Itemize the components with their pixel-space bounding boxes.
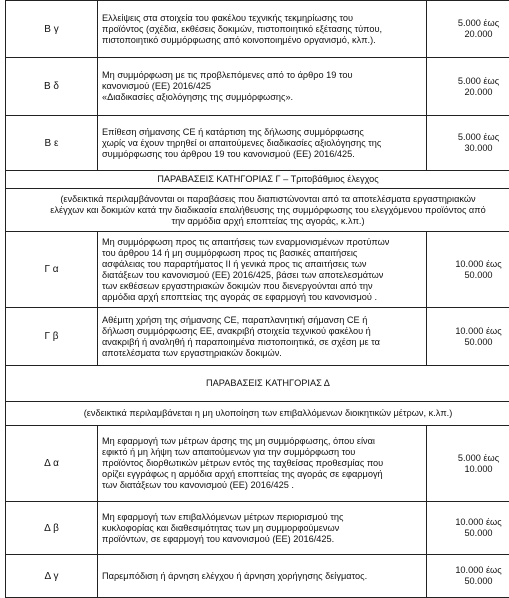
category-note-line: (ενδεικτικά περιλαμβάνονται οι παραβάσεις που διαπιστώνονται από τα αποτελέσματα εργαστηριακών — [10, 194, 509, 205]
description-line: προϊόντων, σε εφαρμογή του κανονισμού (ΕΕ) 2016/425. — [102, 534, 422, 545]
description-line: ορίζει εγγράφως η αρμόδια αρχή εποπτείας της αγοράς σε εφαρμογή — [102, 469, 422, 480]
violation-code: Β δ — [6, 58, 98, 116]
violation-description — [98, 308, 427, 366]
fine-from: 10.000 έως — [431, 517, 509, 528]
description-line: Ελλείψεις στα στοιχεία του φακέλου τεχνικής τεκμηρίωσης του — [102, 13, 422, 24]
description-line: πιστοποιητικό συμμόρφωσης από κοινοποιημένο οργανισμό, κλπ.). — [102, 35, 422, 46]
description-line: Μη εφαρμογή των επιβαλλόμενων μέτρων περιορισμού της — [102, 512, 422, 523]
violation-row — [6, 116, 509, 171]
fine-range — [427, 232, 509, 308]
violation-description — [98, 502, 427, 555]
description-line: Μη εφαρμογή των μέτρων άρσης της μη συμμόρφωσης, όπου είναι — [102, 436, 422, 447]
category-d-title-row — [6, 366, 509, 402]
description-line: αρμόδια αρχή εποπτείας της αγοράς σε εφαρμογή του κανονισμού . — [102, 292, 422, 303]
fine-range — [427, 426, 509, 502]
fine-range — [427, 502, 509, 555]
violation-code: Γ β — [6, 308, 98, 366]
violation-description — [98, 116, 427, 171]
fine-range — [427, 116, 509, 171]
fine-from: 5.000 έως — [431, 76, 509, 87]
category-note-line: την αρμόδια αρχή εποπτείας της αγοράς, κ.λπ.) — [10, 216, 509, 227]
violation-row — [6, 232, 509, 308]
fine-to: 50.000 — [431, 337, 509, 348]
fine-to: 10.000 — [431, 464, 509, 475]
description-line: Παρεμπόδιση ή άρνηση ελέγχου ή άρνηση χορήγησης δείγματος. — [102, 571, 422, 582]
description-line: κυκλοφορίας και διαθεσιμότητας των μη συμμορφούμενων — [102, 523, 422, 534]
violation-row — [6, 426, 509, 502]
description-line: προϊόντος (σχέδια, εκθέσεις δοκιμών, πιστοποιητικό εξέτασης τύπου, — [102, 24, 422, 35]
description-line: προϊόντος διορθωτικών μέτρων εντός της ταχθείσας προθεσμίας που — [102, 458, 422, 469]
violation-description — [98, 426, 427, 502]
description-line: των διατάξεων του κανονισμού (ΕΕ) 2016/425 . — [102, 480, 422, 491]
category-g-title-row — [6, 171, 509, 189]
category-note-line: ελέγχων και δοκιμών κατά την διαδικασία επαλήθευσης της συμμόρφωσης του ελεγχόμενου προϊόντος από — [10, 205, 509, 216]
violation-code: Δ β — [6, 502, 98, 555]
description-line: διατάξεων του κανονισμού (ΕΕ) 2016/425, βάσει των αποτελεσμάτων — [102, 270, 422, 281]
description-line: ασφάλειας του παραρτήματος ΙΙ ή γενικά προς τις απαιτήσεις των — [102, 259, 422, 270]
violation-code: Δ γ — [6, 555, 98, 598]
fine-to: 50.000 — [431, 528, 509, 539]
fine-from: 10.000 έως — [431, 326, 509, 337]
description-line: δήλωση συμμόρφωσης ΕΕ, ανακριβή στοιχεία τεχνικού φακέλου ή — [102, 326, 422, 337]
fine-range — [427, 555, 509, 598]
violation-code: Γ α — [6, 232, 98, 308]
violation-row — [6, 1, 509, 58]
fine-to: 30.000 — [431, 143, 509, 154]
fine-from: 10.000 έως — [431, 565, 509, 576]
violation-description — [98, 58, 427, 116]
description-line: χωρίς να έχουν τηρηθεί οι απαιτούμενες διαδικασίες αξιολόγησης της — [102, 138, 422, 149]
violation-description — [98, 232, 427, 308]
category-g-note — [6, 189, 509, 232]
penalties-table — [5, 0, 509, 598]
penalties-table-body — [6, 1, 509, 598]
description-line: του άρθρου 14 ή μη συμμόρφωση προς τις βασικές απαιτήσεις — [102, 248, 422, 259]
description-line: κανονισμού (ΕΕ) 2016/425 — [102, 81, 422, 92]
fine-range — [427, 308, 509, 366]
description-line: Αθέμιτη χρήση της σήμανσης CE, παραπλανητική σήμανση CE ή — [102, 315, 422, 326]
description-line: Μη συμμόρφωση προς τις απαιτήσεις των εναρμονισμένων προτύπων — [102, 237, 422, 248]
violation-code: Δ α — [6, 426, 98, 502]
fine-to: 20.000 — [431, 87, 509, 98]
description-line: συμμόρφωσης του άρθρου 19 του κανονισμού (ΕΕ) 2016/425. — [102, 149, 422, 160]
violation-row — [6, 502, 509, 555]
description-line: ανακριβή ή αναληθή ή παραποιημένα πιστοποιητικά, σε σχέση με τα — [102, 337, 422, 348]
violation-row — [6, 58, 509, 116]
fine-to: 50.000 — [431, 270, 509, 281]
violation-code: Β γ — [6, 1, 98, 58]
violation-description — [98, 1, 427, 58]
fine-from: 5.000 έως — [431, 18, 509, 29]
category-d-note: (ενδεικτικά περιλαμβάνεται η μη υλοποίηση των επιβαλλόμενων διοικητικών μέτρων, κ.λπ.) — [6, 402, 509, 426]
violation-row — [6, 555, 509, 598]
violation-description — [98, 555, 427, 598]
fine-from: 5.000 έως — [431, 132, 509, 143]
violation-code: Β ε — [6, 116, 98, 171]
description-line: εφικτό ή μη λήψη των απαιτούμενων για την συμμόρφωση του — [102, 447, 422, 458]
description-line: των εκθέσεων εργαστηριακών δοκιμών που διενεργούνται από την — [102, 281, 422, 292]
description-line: «Διαδικασίες αξιολόγησης της συμμόρφωσης». — [102, 92, 422, 103]
description-line: Μη συμμόρφωση με τις προβλεπόμενες από το άρθρο 19 του — [102, 70, 422, 81]
violation-row — [6, 308, 509, 366]
fine-range — [427, 58, 509, 116]
fine-to: 20.000 — [431, 29, 509, 40]
description-line: Επίθεση σήμανσης CE ή κατάρτιση της δήλωσης συμμόρφωσης — [102, 127, 422, 138]
fine-to: 50.000 — [431, 576, 509, 587]
fine-from: 5.000 έως — [431, 453, 509, 464]
category-g-note-row — [6, 189, 509, 232]
category-d-note-row — [6, 402, 509, 426]
fine-range — [427, 1, 509, 58]
category-g-title: ΠΑΡΑΒΑΣΕΙΣ ΚΑΤΗΓΟΡΙΑΣ Γ – Τριτοβάθμιος έλεγχος — [6, 171, 509, 189]
description-line: αποτελέσματα των εργαστηριακών δοκιμών. — [102, 348, 422, 359]
category-d-title: ΠΑΡΑΒΑΣΕΙΣ ΚΑΤΗΓΟΡΙΑΣ Δ — [6, 366, 509, 402]
fine-from: 10.000 έως — [431, 259, 509, 270]
